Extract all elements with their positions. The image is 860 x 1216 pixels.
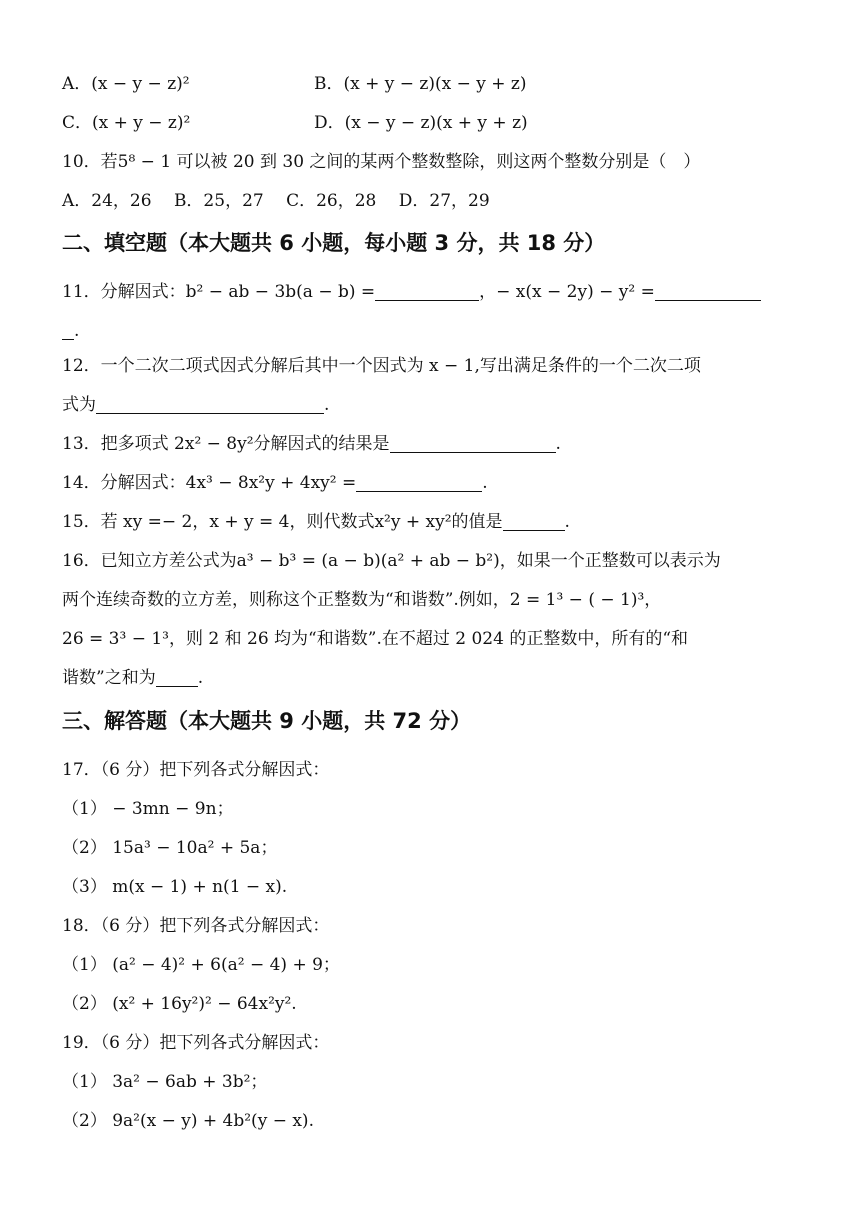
section3-title: 三、解答题（本大题共 9 小题，共 72 分） [62,709,472,733]
q18-item-1: （1） (a² − 4)² + 6(a² − 4) + 9； [62,955,340,975]
q9-option-d: D．(x − y − z)(x + y + z) [314,113,528,133]
q16-suffix: . [197,668,204,688]
q19-item-1: （1） 3a² − 6ab + 3b²； [62,1072,268,1092]
q9-option-b: B．(x + y − z)(x − y + z) [314,74,527,94]
q16-blank[interactable] [156,668,198,687]
q13-blank[interactable] [390,434,556,453]
q18-item-2: （2） (x² + 16y²)² − 64x²y². [62,994,297,1014]
q13-suffix: . [555,434,561,454]
q19-stem: 19．（6 分）把下列各式分解因式： [62,1033,330,1053]
q13-prefix: 13．把多项式 2x² − 8y²分解因式的结果是 [62,434,390,454]
q12-blank[interactable] [96,395,324,414]
q11-blank-1[interactable] [375,282,479,301]
q16-line2: 两个连续奇数的立方差，则称这个正整数为“和谐数”.例如，2 = 1³ − ( − 1)³， [62,590,662,610]
q9-option-a: A．(x − y − z)² [62,74,190,94]
q11-cont [62,319,79,343]
q11-blank-2-cont[interactable] [62,321,74,340]
q11-tail: . [74,321,80,341]
q11-part1: 11．分解因式：b² − ab − 3b(a − b) = [62,282,376,302]
q10-options: A．24，26 B．25，27 C．26，28 D．27，29 [62,191,490,211]
q15-blank[interactable] [503,512,565,531]
q11 [62,280,761,304]
q17-item-3: （3） m(x − 1) + n(1 − x). [62,877,288,897]
q12-line2 [62,393,329,417]
q17-item-2: （2） 15a³ − 10a² + 5a； [62,838,278,858]
q16-line1: 16．已知立方差公式为a³ − b³ = (a − b)(a² + ab − b²)，如果一个正整数可以表示为 [62,551,721,571]
q11-blank-2[interactable] [655,282,761,301]
q16-prefix: 谐数”之和为 [62,668,156,688]
section2-title: 二、填空题（本大题共 6 小题，每小题 3 分，共 18 分） [62,231,606,255]
q13 [62,432,561,456]
q16-line4 [62,666,203,690]
q14-suffix: . [482,473,488,493]
q15-suffix: . [564,512,570,532]
q17-item-1: （1） − 3mn − 9n； [62,799,234,819]
q12-prefix: 式为 [62,395,96,415]
q15-prefix: 15．若 xy =− 2，x + y = 4，则代数式x²y + xy²的值是 [62,512,503,532]
q12-suffix: . [324,395,330,415]
q17-stem: 17．（6 分）把下列各式分解因式： [62,760,330,780]
q9-option-c: C．(x + y − z)² [62,113,191,133]
q18-stem: 18．（6 分）把下列各式分解因式： [62,916,330,936]
q11-part2: ，− x(x − 2y) − y² = [479,282,655,302]
q19-item-2: （2） 9a²(x − y) + 4b²(y − x). [62,1111,314,1131]
q12-line1: 12．一个二次二项式因式分解后其中一个因式为 x − 1,写出满足条件的一个二次二项 [62,356,701,376]
q14 [62,471,488,495]
q14-blank[interactable] [356,473,482,492]
q15 [62,510,570,534]
q10-stem: 10．若5⁸ − 1 可以被 20 到 30 之间的某两个整数整除，则这两个整数分别是（ ） [62,152,701,172]
q14-prefix: 14．分解因式：4x³ − 8x²y + 4xy² = [62,473,357,493]
q16-line3: 26 = 3³ − 1³，则 2 和 26 均为“和谐数”.在不超过 2 024 的正整数中，所有的“和 [62,629,689,649]
